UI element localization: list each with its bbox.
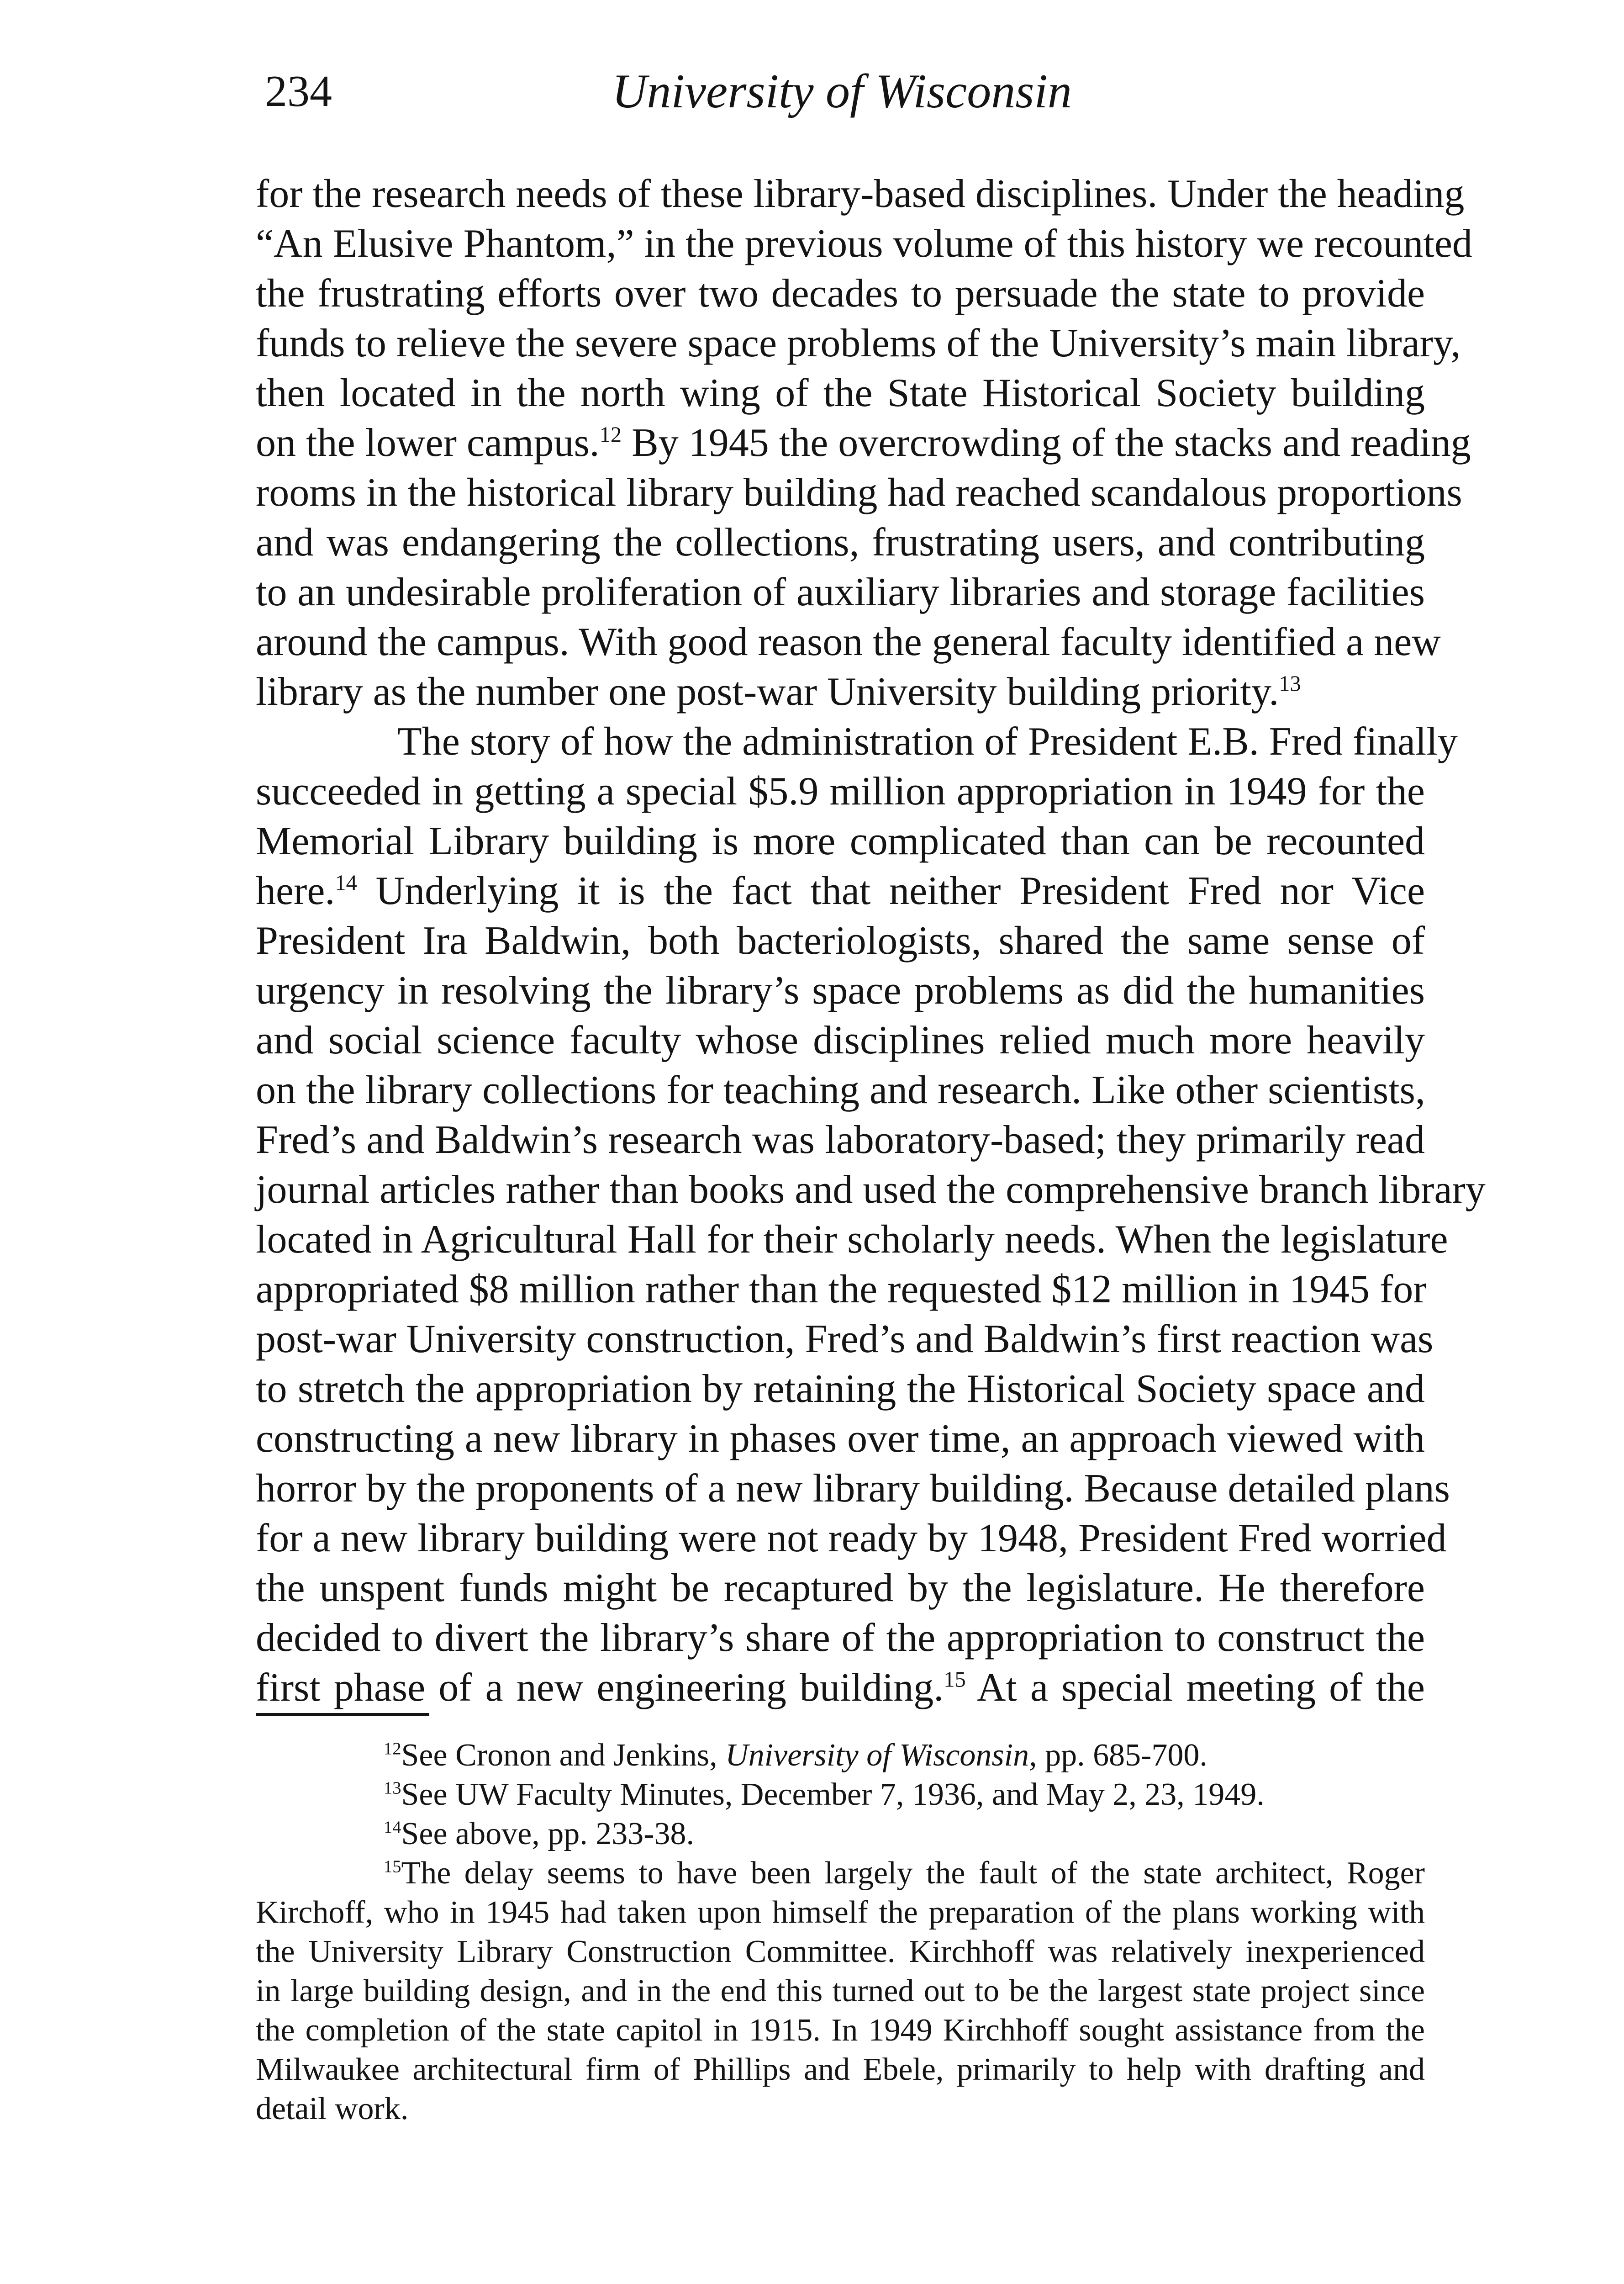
body-line: to an undesirable proliferation of auxiliary libraries and storage facilities xyxy=(256,570,1425,614)
footnote-ref-15: 15 xyxy=(944,1667,966,1692)
body-line: for the research needs of these library-based disciplines. Under the heading xyxy=(256,172,1465,216)
body-line: for a new library building were not ready by 1948, President Fred worried xyxy=(256,1516,1447,1560)
footnote-ref-14: 14 xyxy=(335,871,357,895)
footnote-text: See above, pp. 233-38. xyxy=(401,1816,695,1851)
body-line-part: By 1945 the overcrowding of the stacks and reading xyxy=(622,421,1471,465)
body-line: the frustrating efforts over two decades to persuade the state to provide xyxy=(256,271,1425,316)
body-line: to stretch the appropriation by retaining the Historical Society space and xyxy=(256,1367,1425,1411)
running-head xyxy=(256,59,1425,128)
footnote-marker: 14 xyxy=(384,1818,401,1837)
footnote-line: detail work. xyxy=(256,2091,409,2126)
body-line: then located in the north wing of the State Historical Society building xyxy=(256,371,1425,415)
body-line: and was endangering the collections, frustrating users, and contributing xyxy=(256,520,1425,565)
footnote-line: the completion of the state capitol in 1915. In 1949 Kirchhoff sought assistance from the xyxy=(256,2013,1425,2048)
footnote-line: in large building design, and in the end this turned out to be the largest state project since xyxy=(256,1973,1425,2009)
footnote-text: See Cronon and Jenkins, xyxy=(401,1738,726,1773)
footnote-12 xyxy=(256,1736,1425,1775)
body-line: succeeded in getting a special $5.9 million appropriation in 1949 for the xyxy=(256,769,1425,814)
body-line-part: library as the number one post-war University building priority. xyxy=(256,670,1279,714)
footnote-marker: 13 xyxy=(384,1778,401,1798)
body-line: appropriated $8 million rather than the requested $12 million in 1945 for xyxy=(256,1267,1427,1311)
body-line xyxy=(256,418,1471,468)
footnotes xyxy=(256,1736,1425,2129)
body-line xyxy=(256,667,1425,717)
body-line: located in Agricultural Hall for their scholarly needs. When the legislature xyxy=(256,1217,1448,1262)
footnote-marker: 15 xyxy=(384,1857,401,1877)
body-line: “An Elusive Phantom,” in the previous volume of this history we recounted xyxy=(256,222,1472,266)
body-line: President Ira Baldwin, both bacteriologists, shared the same sense of xyxy=(256,919,1425,963)
body-line: funds to relieve the severe space problems of the University’s main library, xyxy=(256,321,1461,365)
footnote-line: Milwaukee architectural firm of Phillips and Ebele, primarily to help with drafting and xyxy=(256,2052,1425,2087)
page-number: 234 xyxy=(265,67,332,116)
footnote-15 xyxy=(256,1854,1425,1893)
body-line: rooms in the historical library building had reached scandalous proportions xyxy=(256,471,1462,515)
body-line: Fred’s and Baldwin’s research was laboratory-based; they primarily read xyxy=(256,1118,1425,1162)
body-line: and social science faculty whose disciplines relied much more heavily xyxy=(256,1018,1425,1063)
body-line: journal articles rather than books and used the comprehensive branch library xyxy=(256,1168,1486,1212)
footnote-ref-13: 13 xyxy=(1279,671,1301,696)
footnote-text: See UW Faculty Minutes, December 7, 1936, and May 2, 23, 1949. xyxy=(401,1777,1265,1812)
body-line-part: Underlying it is the fact that neither President Fred nor Vice xyxy=(357,869,1425,913)
footnote-line: the University Library Construction Committee. Kirchhoff was relatively inexperienced xyxy=(256,1934,1425,1969)
body-line: decided to divert the library’s share of the appropriation to construct the xyxy=(256,1616,1425,1660)
body-line: urgency in resolving the library’s space problems as did the humanities xyxy=(256,968,1425,1013)
body-line xyxy=(256,1663,1425,1713)
body-text xyxy=(256,169,1486,1713)
footnote-13 xyxy=(256,1775,1425,1814)
body-line-part: At a special meeting of the xyxy=(965,1665,1425,1710)
body-line-part: on the lower campus. xyxy=(256,421,600,465)
body-line: around the campus. With good reason the general faculty identified a new xyxy=(256,620,1441,664)
footnote-14 xyxy=(256,1814,1425,1854)
running-title: University of Wisconsin xyxy=(612,64,1072,118)
body-line-part: first phase of a new engineering building. xyxy=(256,1665,944,1710)
footnote-citation-title: University of Wisconsin xyxy=(725,1738,1029,1773)
body-line-part: here. xyxy=(256,869,335,913)
footnote-ref-12: 12 xyxy=(599,423,622,447)
body-line: constructing a new library in phases over time, an approach viewed with xyxy=(256,1417,1425,1461)
body-line: Memorial Library building is more complicated than can be recounted xyxy=(256,819,1425,863)
body-line: on the library collections for teaching and research. Like other scientists, xyxy=(256,1068,1425,1112)
body-line: the unspent funds might be recaptured by the legislature. He therefore xyxy=(256,1566,1425,1610)
footnote-line: Kirchoff, who in 1945 had taken upon himself the preparation of the plans working with xyxy=(256,1895,1425,1930)
footnote-text: The delay seems to have been largely the fault of the state architect, Roger xyxy=(401,1856,1425,1891)
body-line: post-war University construction, Fred’s and Baldwin’s first reaction was xyxy=(256,1317,1434,1361)
body-line: The story of how the administration of President E.B. Fred finally xyxy=(397,719,1458,764)
body-line xyxy=(256,866,1425,916)
body-line: horror by the proponents of a new library building. Because detailed plans xyxy=(256,1466,1450,1511)
footnote-text: , pp. 685-700. xyxy=(1029,1738,1207,1773)
footnote-marker: 12 xyxy=(384,1739,401,1759)
footnote-divider xyxy=(256,1713,429,1716)
